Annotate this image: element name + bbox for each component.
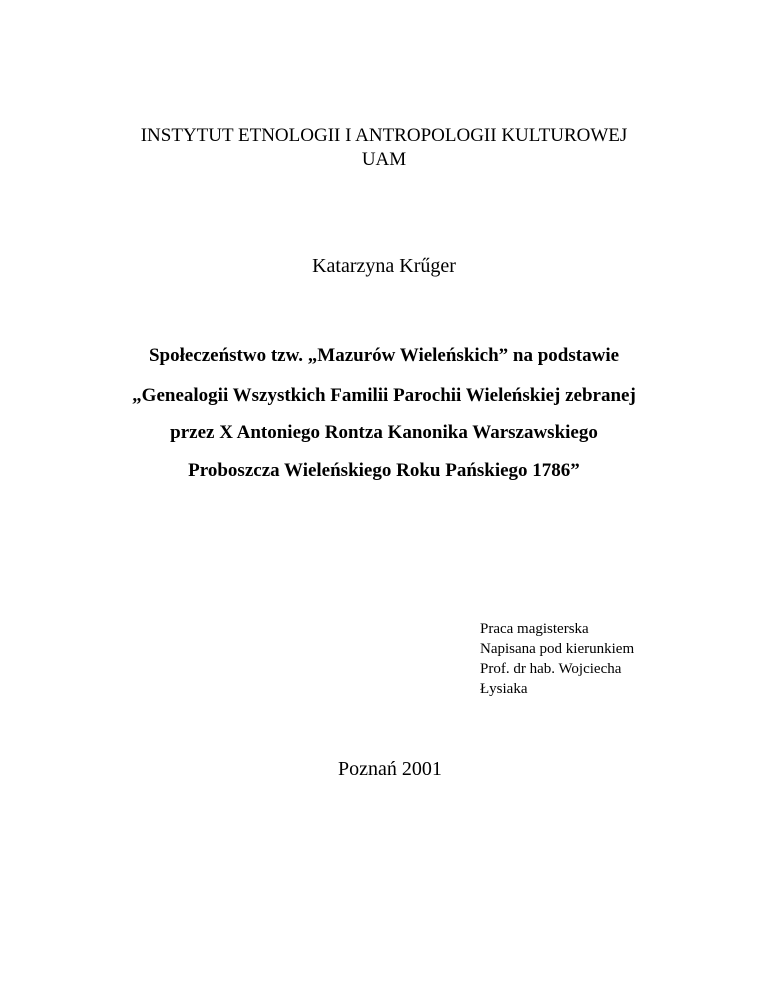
university-abbreviation: UAM xyxy=(361,149,407,170)
supervisor-name-line: Prof. dr hab. Wojciecha xyxy=(480,661,622,677)
thesis-type: Praca magisterska xyxy=(480,621,589,637)
supervisor-surname: Łysiaka xyxy=(480,681,528,697)
institute-name: INSTYTUT ETNOLOGII I ANTROPOLOGII KULTUROWEJ xyxy=(140,125,628,146)
supervision-line: Napisana pod kierunkiem xyxy=(480,641,635,657)
thesis-title-line-4: Proboszcza Wieleńskiego Roku Pańskiego 1786” xyxy=(188,460,580,481)
thesis-supervisor-block xyxy=(480,619,634,699)
author-name: Katarzyna Krűger xyxy=(312,255,456,277)
place-and-year: Poznań 2001 xyxy=(338,758,442,780)
thesis-title-line-3: przez X Antoniego Rontza Kanonika Warszawskiego xyxy=(170,422,598,443)
thesis-title-line-1: Społeczeństwo tzw. „Mazurów Wieleńskich” na podstawie xyxy=(148,345,620,366)
thesis-title-line-2: „Genealogii Wszystkich Familii Parochii Wieleńskiej zebranej xyxy=(132,385,636,406)
